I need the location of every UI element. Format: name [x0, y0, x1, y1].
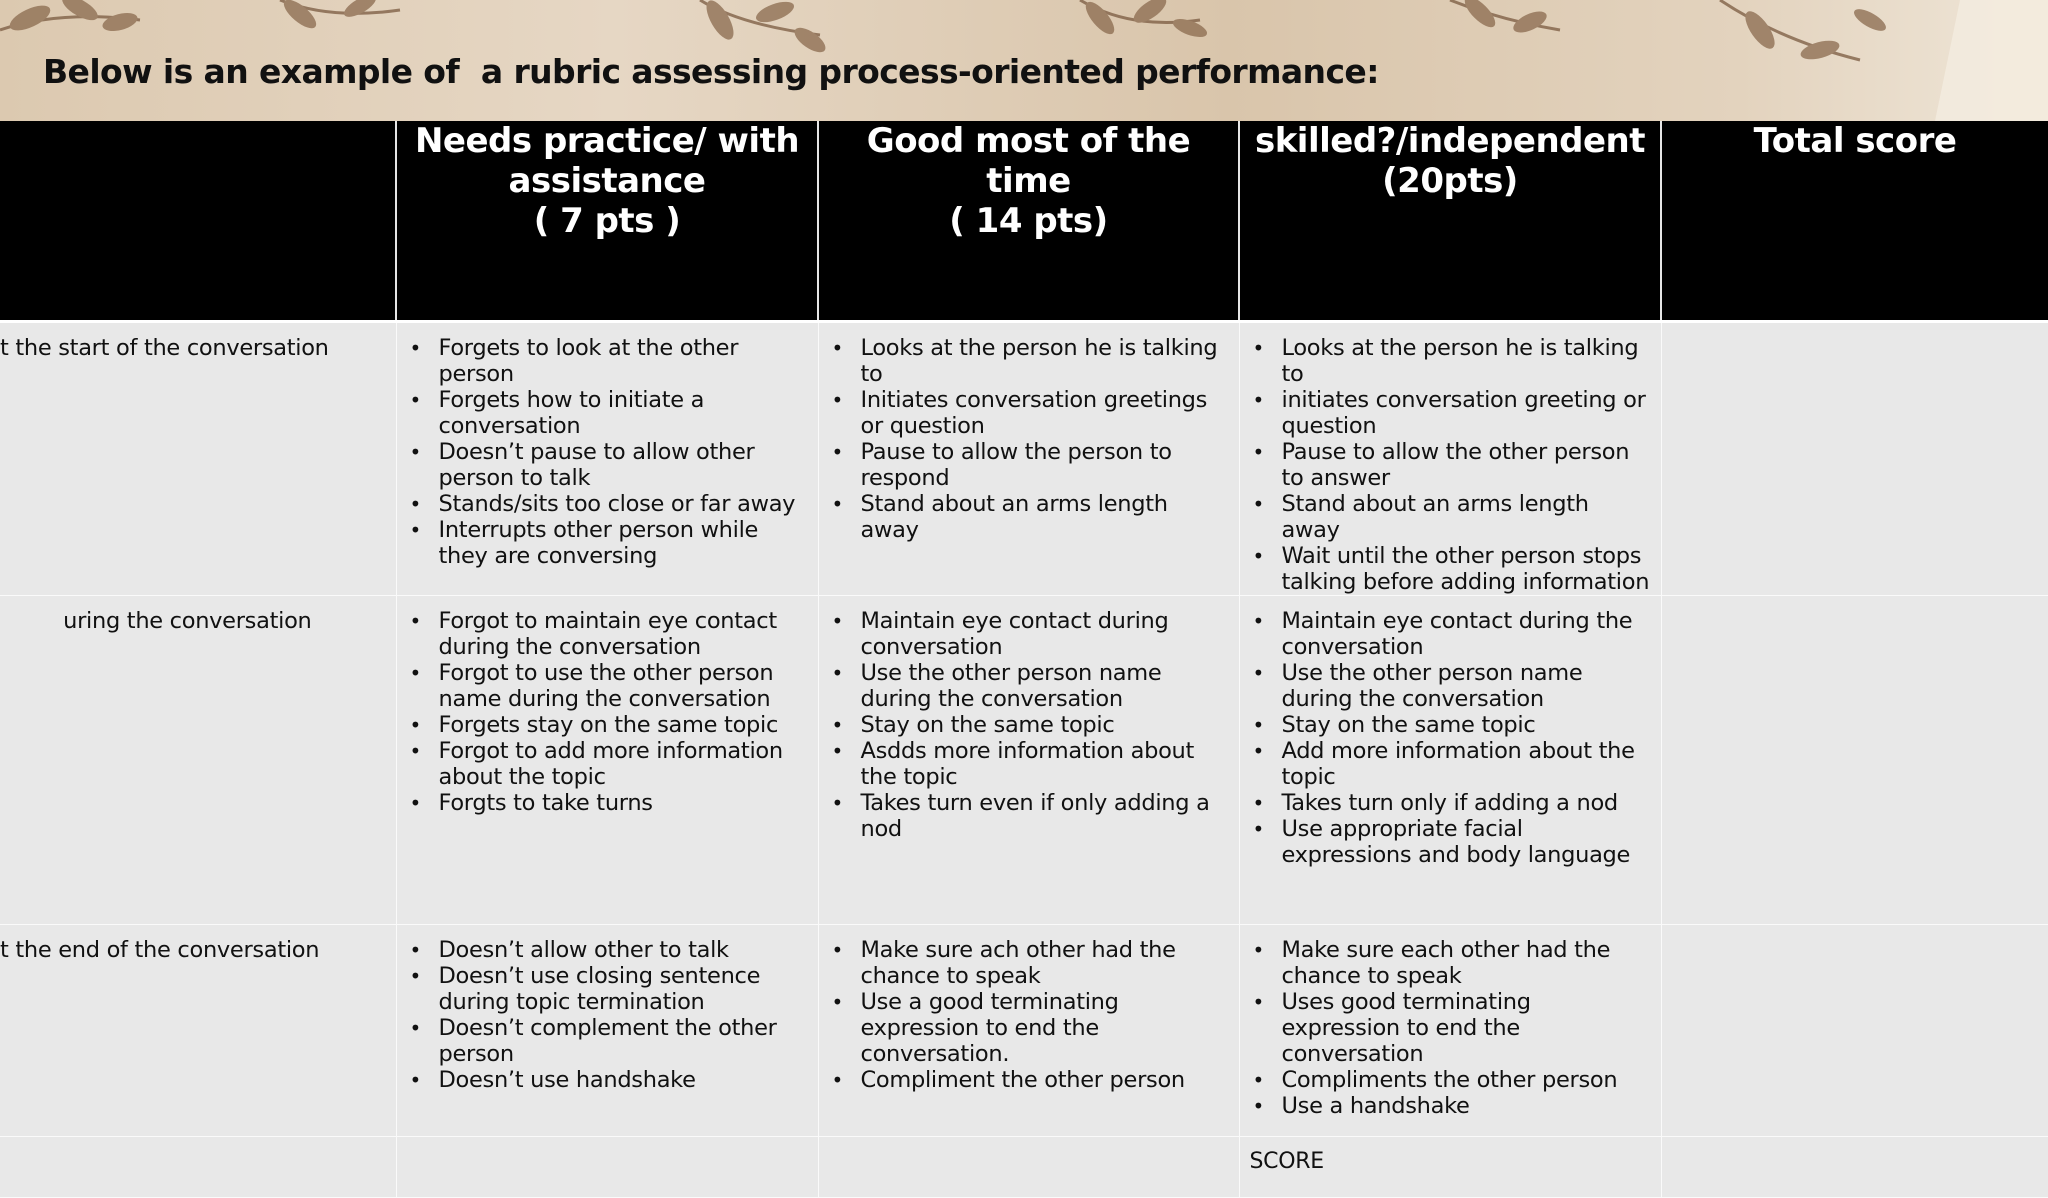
list-item: • Maintain eye contact during conversation: [861, 608, 1231, 660]
good-cell: [818, 596, 1239, 925]
score-empty-cell: [0, 1137, 396, 1198]
list-item: • Add more information about the topic: [1282, 738, 1653, 790]
table-row: [0, 322, 2048, 596]
rubric-table: [0, 121, 2048, 1198]
list-item: • initiates conversation greeting or question: [1282, 387, 1653, 439]
score-empty-cell: [396, 1137, 818, 1198]
list-item: • Takes turn even if only adding a nod: [861, 790, 1231, 842]
total-score-cell: [1661, 925, 2048, 1137]
list-item: • Pause to allow the person to respond: [861, 439, 1231, 491]
list-item: • Stand about an arms length away: [1282, 491, 1653, 543]
skill-cell: [0, 596, 396, 925]
list-item: • Forgts to take turns: [439, 790, 810, 816]
list-item: • Wait until the other person stops talking before adding information: [1282, 543, 1653, 595]
skilled-cell: [1239, 925, 1661, 1137]
list-item: • Make sure ach other had the chance to speak: [861, 937, 1231, 989]
list-item: • Forgets how to initiate a conversation: [439, 387, 810, 439]
score-label: SCORE: [1249, 1149, 1324, 1174]
list-item: • Takes turn only if adding a nod: [1282, 790, 1653, 816]
list-item: • Doesn’t allow other to talk: [439, 937, 810, 963]
list-item: • Forgot to use the other person name during the conversation: [439, 660, 810, 712]
list-item: • Forgets stay on the same topic: [439, 712, 810, 738]
list-item: • Use the other person name during the conversation: [861, 660, 1231, 712]
good-cell: [818, 322, 1239, 596]
skill-label: t the end of the conversation: [0, 937, 320, 963]
list-item: • Use appropriate facial expressions and body language: [1282, 816, 1653, 868]
decorative-banner: [0, 0, 2048, 121]
header-good: Good most of the time ( 14 pts): [818, 121, 1239, 322]
list-item: • Looks at the person he is talking to: [1282, 335, 1653, 387]
header-needs-practice: Needs practice/ with assistance ( 7 pts ): [396, 121, 818, 322]
list-item: • Looks at the person he is talking to: [861, 335, 1231, 387]
header-skilled: skilled?/independent (20pts): [1239, 121, 1661, 322]
total-score-cell: [1661, 596, 2048, 925]
list-item: • Stay on the same topic: [1282, 712, 1653, 738]
list-item: • Maintain eye contact during the conversation: [1282, 608, 1653, 660]
header-total-score: Total score: [1661, 121, 2048, 322]
list-item: • Interrupts other person while they are conversing: [439, 517, 810, 569]
list-item: • Stay on the same topic: [861, 712, 1231, 738]
rubric-header-row: [0, 121, 2048, 322]
list-item: • Uses good terminating expression to end the conversation: [1282, 989, 1653, 1067]
total-score-input-cell[interactable]: [1661, 1137, 2048, 1198]
needs-practice-cell: [396, 925, 818, 1137]
list-item: • Doesn’t use handshake: [439, 1067, 810, 1093]
list-item: • Stands/sits too close or far away: [439, 491, 810, 517]
good-cell: [818, 925, 1239, 1137]
list-item: • Make sure each other had the chance to speak: [1282, 937, 1653, 989]
skill-label: t the start of the conversation: [0, 335, 329, 361]
skilled-cell: [1239, 322, 1661, 596]
score-row: [0, 1137, 2048, 1198]
list-item: • Initiates conversation greetings or question: [861, 387, 1231, 439]
needs-practice-cell: [396, 322, 818, 596]
list-item: • Stand about an arms length away: [861, 491, 1231, 543]
list-item: • Use the other person name during the conversation: [1282, 660, 1653, 712]
header-skill: [0, 121, 396, 322]
list-item: • Forgets to look at the other person: [439, 335, 810, 387]
table-row: [0, 925, 2048, 1137]
list-item: • Doesn’t pause to allow other person to talk: [439, 439, 810, 491]
list-item: • Forgot to add more information about the topic: [439, 738, 810, 790]
score-label-cell: [1239, 1137, 1661, 1198]
score-empty-cell: [818, 1137, 1239, 1198]
list-item: • Doesn’t complement the other person: [439, 1015, 810, 1067]
needs-practice-cell: [396, 596, 818, 925]
list-item: • Forgot to maintain eye contact during the conversation: [439, 608, 810, 660]
list-item: • Use a good terminating expression to end the conversation.: [861, 989, 1231, 1067]
skill-label: uring the conversation: [63, 608, 312, 634]
skill-cell: [0, 322, 396, 596]
list-item: • Compliment the other person: [861, 1067, 1231, 1093]
list-item: • Doesn’t use closing sentence during topic termination: [439, 963, 810, 1015]
list-item: • Pause to allow the other person to answer: [1282, 439, 1653, 491]
table-row: [0, 596, 2048, 925]
total-score-cell: [1661, 322, 2048, 596]
list-item: • Use a handshake: [1282, 1093, 1653, 1119]
skilled-cell: [1239, 596, 1661, 925]
list-item: • Compliments the other person: [1282, 1067, 1653, 1093]
page-title: Below is an example of a rubric assessing process-oriented performance:: [43, 52, 1379, 91]
list-item: • Asdds more information about the topic: [861, 738, 1231, 790]
skill-cell: [0, 925, 396, 1137]
